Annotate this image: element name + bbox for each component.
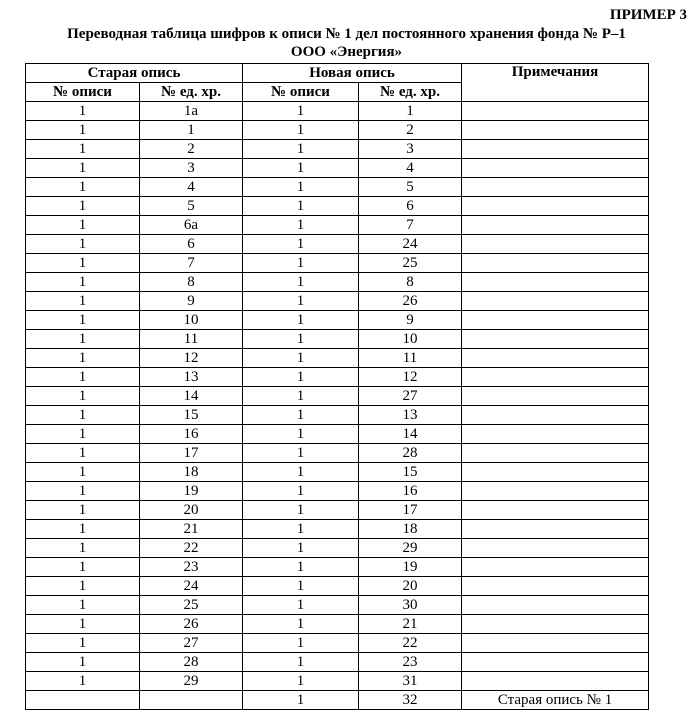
new-inventory-no-cell: 1 bbox=[243, 121, 359, 140]
old-inventory-no-cell: 1 bbox=[26, 615, 140, 634]
old-inventory-no-cell bbox=[26, 691, 140, 710]
table-row bbox=[26, 577, 649, 596]
note-cell bbox=[462, 140, 649, 159]
old-unit-no-cell: 21 bbox=[140, 520, 243, 539]
table-row bbox=[26, 254, 649, 273]
new-inventory-no-cell: 1 bbox=[243, 292, 359, 311]
new-inventory-no-cell: 1 bbox=[243, 539, 359, 558]
note-cell bbox=[462, 615, 649, 634]
old-inventory-no-cell: 1 bbox=[26, 463, 140, 482]
new-inventory-no-cell: 1 bbox=[243, 140, 359, 159]
table-row bbox=[26, 235, 649, 254]
new-unit-no-cell: 18 bbox=[359, 520, 462, 539]
new-inventory-no-cell: 1 bbox=[243, 463, 359, 482]
new-unit-no-cell: 10 bbox=[359, 330, 462, 349]
new-unit-no-cell: 17 bbox=[359, 501, 462, 520]
new-unit-no-cell: 31 bbox=[359, 672, 462, 691]
old-unit-no-cell bbox=[140, 691, 243, 710]
new-unit-no-cell: 5 bbox=[359, 178, 462, 197]
old-unit-no-cell: 24 bbox=[140, 577, 243, 596]
new-unit-no-cell: 24 bbox=[359, 235, 462, 254]
new-unit-no-cell: 7 bbox=[359, 216, 462, 235]
old-unit-no-cell: 2 bbox=[140, 140, 243, 159]
note-cell bbox=[462, 482, 649, 501]
new-inventory-no-cell: 1 bbox=[243, 273, 359, 292]
note-cell bbox=[462, 254, 649, 273]
old-unit-no-cell: 5 bbox=[140, 197, 243, 216]
new-inventory-no-cell: 1 bbox=[243, 558, 359, 577]
old-unit-no-cell: 6 bbox=[140, 235, 243, 254]
old-unit-no-cell: 4 bbox=[140, 178, 243, 197]
old-unit-no-cell: 9 bbox=[140, 292, 243, 311]
new-unit-no-cell: 27 bbox=[359, 387, 462, 406]
table-row bbox=[26, 558, 649, 577]
table-row bbox=[26, 216, 649, 235]
new-unit-no-cell: 19 bbox=[359, 558, 462, 577]
table-row bbox=[26, 482, 649, 501]
old-inventory-no-cell: 1 bbox=[26, 406, 140, 425]
new-inventory-no-cell: 1 bbox=[243, 425, 359, 444]
old-inventory-no-cell: 1 bbox=[26, 330, 140, 349]
note-cell bbox=[462, 178, 649, 197]
old-inventory-no-cell: 1 bbox=[26, 197, 140, 216]
new-inventory-no-cell: 1 bbox=[243, 501, 359, 520]
old-inventory-no-cell: 1 bbox=[26, 634, 140, 653]
old-unit-no-cell: 26 bbox=[140, 615, 243, 634]
note-cell bbox=[462, 577, 649, 596]
old-inventory-no-cell: 1 bbox=[26, 520, 140, 539]
old-inventory-no-cell: 1 bbox=[26, 482, 140, 501]
table-row bbox=[26, 539, 649, 558]
note-cell bbox=[462, 102, 649, 121]
new-unit-no-cell: 26 bbox=[359, 292, 462, 311]
note-cell bbox=[462, 197, 649, 216]
new-inventory-no-cell: 1 bbox=[243, 577, 359, 596]
old-inventory-no-cell: 1 bbox=[26, 501, 140, 520]
old-unit-no-cell: 20 bbox=[140, 501, 243, 520]
note-cell bbox=[462, 425, 649, 444]
new-unit-no-cell: 6 bbox=[359, 197, 462, 216]
table-row bbox=[26, 140, 649, 159]
old-inventory-no-cell: 1 bbox=[26, 216, 140, 235]
note-cell bbox=[462, 539, 649, 558]
conversion-table bbox=[25, 63, 649, 710]
new-unit-no-cell: 9 bbox=[359, 311, 462, 330]
new-inventory-no-cell: 1 bbox=[243, 349, 359, 368]
old-inventory-no-header: № описи bbox=[26, 83, 140, 102]
old-unit-no-cell: 1а bbox=[140, 102, 243, 121]
new-inventory-no-cell: 1 bbox=[243, 653, 359, 672]
note-cell bbox=[462, 672, 649, 691]
old-unit-no-cell: 23 bbox=[140, 558, 243, 577]
old-unit-no-cell: 8 bbox=[140, 273, 243, 292]
example-label: ПРИМЕР 3 bbox=[609, 7, 687, 23]
note-cell bbox=[462, 330, 649, 349]
old-unit-no-cell: 11 bbox=[140, 330, 243, 349]
table-row bbox=[26, 178, 649, 197]
old-inventory-no-cell: 1 bbox=[26, 577, 140, 596]
document-title: Переводная таблица шифров к описи № 1 дел постоянного хранения фонда № Р–1 bbox=[67, 26, 626, 42]
header-group-row bbox=[26, 64, 649, 83]
new-inventory-no-cell: 1 bbox=[243, 254, 359, 273]
new-unit-no-cell: 15 bbox=[359, 463, 462, 482]
table-row bbox=[26, 463, 649, 482]
note-cell bbox=[462, 273, 649, 292]
new-inventory-no-cell: 1 bbox=[243, 197, 359, 216]
new-unit-no-cell: 12 bbox=[359, 368, 462, 387]
new-unit-no-cell: 22 bbox=[359, 634, 462, 653]
note-cell bbox=[462, 463, 649, 482]
old-unit-no-cell: 18 bbox=[140, 463, 243, 482]
new-unit-no-cell: 2 bbox=[359, 121, 462, 140]
new-inventory-no-cell: 1 bbox=[243, 406, 359, 425]
old-inventory-no-cell: 1 bbox=[26, 140, 140, 159]
old-inventory-no-cell: 1 bbox=[26, 349, 140, 368]
new-inventory-no-cell: 1 bbox=[243, 615, 359, 634]
old-unit-no-header: № ед. хр. bbox=[140, 83, 243, 102]
new-inventory-no-cell: 1 bbox=[243, 102, 359, 121]
new-inventory-no-cell: 1 bbox=[243, 216, 359, 235]
note-cell bbox=[462, 653, 649, 672]
old-inventory-no-cell: 1 bbox=[26, 596, 140, 615]
old-unit-no-cell: 22 bbox=[140, 539, 243, 558]
old-unit-no-cell: 13 bbox=[140, 368, 243, 387]
old-inventory-no-cell: 1 bbox=[26, 368, 140, 387]
old-unit-no-cell: 16 bbox=[140, 425, 243, 444]
note-cell: Старая опись № 1 bbox=[462, 691, 649, 710]
new-inventory-no-cell: 1 bbox=[243, 691, 359, 710]
old-inventory-no-cell: 1 bbox=[26, 653, 140, 672]
new-inventory-no-cell: 1 bbox=[243, 159, 359, 178]
table-row bbox=[26, 387, 649, 406]
new-inventory-no-cell: 1 bbox=[243, 387, 359, 406]
table-row bbox=[26, 349, 649, 368]
old-inventory-no-cell: 1 bbox=[26, 539, 140, 558]
table-row bbox=[26, 292, 649, 311]
new-unit-no-cell: 4 bbox=[359, 159, 462, 178]
old-unit-no-cell: 7 bbox=[140, 254, 243, 273]
new-unit-no-cell: 8 bbox=[359, 273, 462, 292]
new-unit-no-cell: 30 bbox=[359, 596, 462, 615]
old-unit-no-cell: 3 bbox=[140, 159, 243, 178]
old-unit-no-cell: 25 bbox=[140, 596, 243, 615]
old-unit-no-cell: 14 bbox=[140, 387, 243, 406]
note-cell bbox=[462, 444, 649, 463]
table-row bbox=[26, 102, 649, 121]
new-inventory-no-cell: 1 bbox=[243, 368, 359, 387]
table-row bbox=[26, 653, 649, 672]
note-cell bbox=[462, 216, 649, 235]
note-cell bbox=[462, 520, 649, 539]
new-inventory-no-cell: 1 bbox=[243, 311, 359, 330]
old-unit-no-cell: 19 bbox=[140, 482, 243, 501]
note-cell bbox=[462, 596, 649, 615]
note-cell bbox=[462, 406, 649, 425]
old-inventory-no-cell: 1 bbox=[26, 425, 140, 444]
new-unit-no-cell: 32 bbox=[359, 691, 462, 710]
table-row bbox=[26, 596, 649, 615]
new-unit-no-header: № ед. хр. bbox=[359, 83, 462, 102]
old-unit-no-cell: 6а bbox=[140, 216, 243, 235]
table-row bbox=[26, 672, 649, 691]
new-unit-no-cell: 11 bbox=[359, 349, 462, 368]
old-unit-no-cell: 29 bbox=[140, 672, 243, 691]
new-inventory-group-header: Новая опись bbox=[243, 64, 462, 83]
new-unit-no-cell: 21 bbox=[359, 615, 462, 634]
old-unit-no-cell: 27 bbox=[140, 634, 243, 653]
old-inventory-no-cell: 1 bbox=[26, 387, 140, 406]
old-inventory-no-cell: 1 bbox=[26, 178, 140, 197]
new-inventory-no-cell: 1 bbox=[243, 596, 359, 615]
new-unit-no-cell: 29 bbox=[359, 539, 462, 558]
old-inventory-no-cell: 1 bbox=[26, 672, 140, 691]
note-cell bbox=[462, 235, 649, 254]
table-row bbox=[26, 444, 649, 463]
old-inventory-no-cell: 1 bbox=[26, 254, 140, 273]
note-cell bbox=[462, 292, 649, 311]
new-unit-no-cell: 23 bbox=[359, 653, 462, 672]
new-inventory-no-cell: 1 bbox=[243, 235, 359, 254]
old-inventory-no-cell: 1 bbox=[26, 558, 140, 577]
old-inventory-no-cell: 1 bbox=[26, 292, 140, 311]
table-row bbox=[26, 273, 649, 292]
note-cell bbox=[462, 387, 649, 406]
note-cell bbox=[462, 349, 649, 368]
table-header bbox=[26, 64, 649, 102]
table-row bbox=[26, 197, 649, 216]
old-inventory-no-cell: 1 bbox=[26, 121, 140, 140]
new-unit-no-cell: 3 bbox=[359, 140, 462, 159]
old-inventory-no-cell: 1 bbox=[26, 273, 140, 292]
new-inventory-no-cell: 1 bbox=[243, 482, 359, 501]
old-unit-no-cell: 10 bbox=[140, 311, 243, 330]
old-unit-no-cell: 17 bbox=[140, 444, 243, 463]
old-inventory-no-cell: 1 bbox=[26, 444, 140, 463]
old-inventory-no-cell: 1 bbox=[26, 159, 140, 178]
table-row bbox=[26, 368, 649, 387]
new-inventory-no-cell: 1 bbox=[243, 520, 359, 539]
old-inventory-group-header: Старая опись bbox=[26, 64, 243, 83]
new-inventory-no-cell: 1 bbox=[243, 672, 359, 691]
table-body bbox=[26, 102, 649, 710]
new-unit-no-cell: 20 bbox=[359, 577, 462, 596]
new-inventory-no-header: № описи bbox=[243, 83, 359, 102]
note-cell bbox=[462, 634, 649, 653]
new-unit-no-cell: 28 bbox=[359, 444, 462, 463]
note-cell bbox=[462, 558, 649, 577]
table-row bbox=[26, 634, 649, 653]
table-row bbox=[26, 691, 649, 710]
old-inventory-no-cell: 1 bbox=[26, 235, 140, 254]
new-unit-no-cell: 16 bbox=[359, 482, 462, 501]
table-row bbox=[26, 330, 649, 349]
note-cell bbox=[462, 159, 649, 178]
note-cell bbox=[462, 121, 649, 140]
new-inventory-no-cell: 1 bbox=[243, 178, 359, 197]
new-unit-no-cell: 25 bbox=[359, 254, 462, 273]
note-cell bbox=[462, 311, 649, 330]
table-row bbox=[26, 311, 649, 330]
old-inventory-no-cell: 1 bbox=[26, 102, 140, 121]
new-inventory-no-cell: 1 bbox=[243, 330, 359, 349]
new-inventory-no-cell: 1 bbox=[243, 634, 359, 653]
table-row bbox=[26, 121, 649, 140]
new-unit-no-cell: 14 bbox=[359, 425, 462, 444]
new-unit-no-cell: 1 bbox=[359, 102, 462, 121]
table-row bbox=[26, 425, 649, 444]
old-unit-no-cell: 15 bbox=[140, 406, 243, 425]
note-cell bbox=[462, 501, 649, 520]
table-row bbox=[26, 501, 649, 520]
new-unit-no-cell: 13 bbox=[359, 406, 462, 425]
old-unit-no-cell: 28 bbox=[140, 653, 243, 672]
old-inventory-no-cell: 1 bbox=[26, 311, 140, 330]
notes-header: Примечания bbox=[462, 64, 649, 102]
old-unit-no-cell: 1 bbox=[140, 121, 243, 140]
table-row bbox=[26, 520, 649, 539]
new-inventory-no-cell: 1 bbox=[243, 444, 359, 463]
note-cell bbox=[462, 368, 649, 387]
table-row bbox=[26, 159, 649, 178]
organization-name: ООО «Энергия» bbox=[290, 44, 403, 60]
table-row bbox=[26, 615, 649, 634]
old-unit-no-cell: 12 bbox=[140, 349, 243, 368]
table-row bbox=[26, 406, 649, 425]
